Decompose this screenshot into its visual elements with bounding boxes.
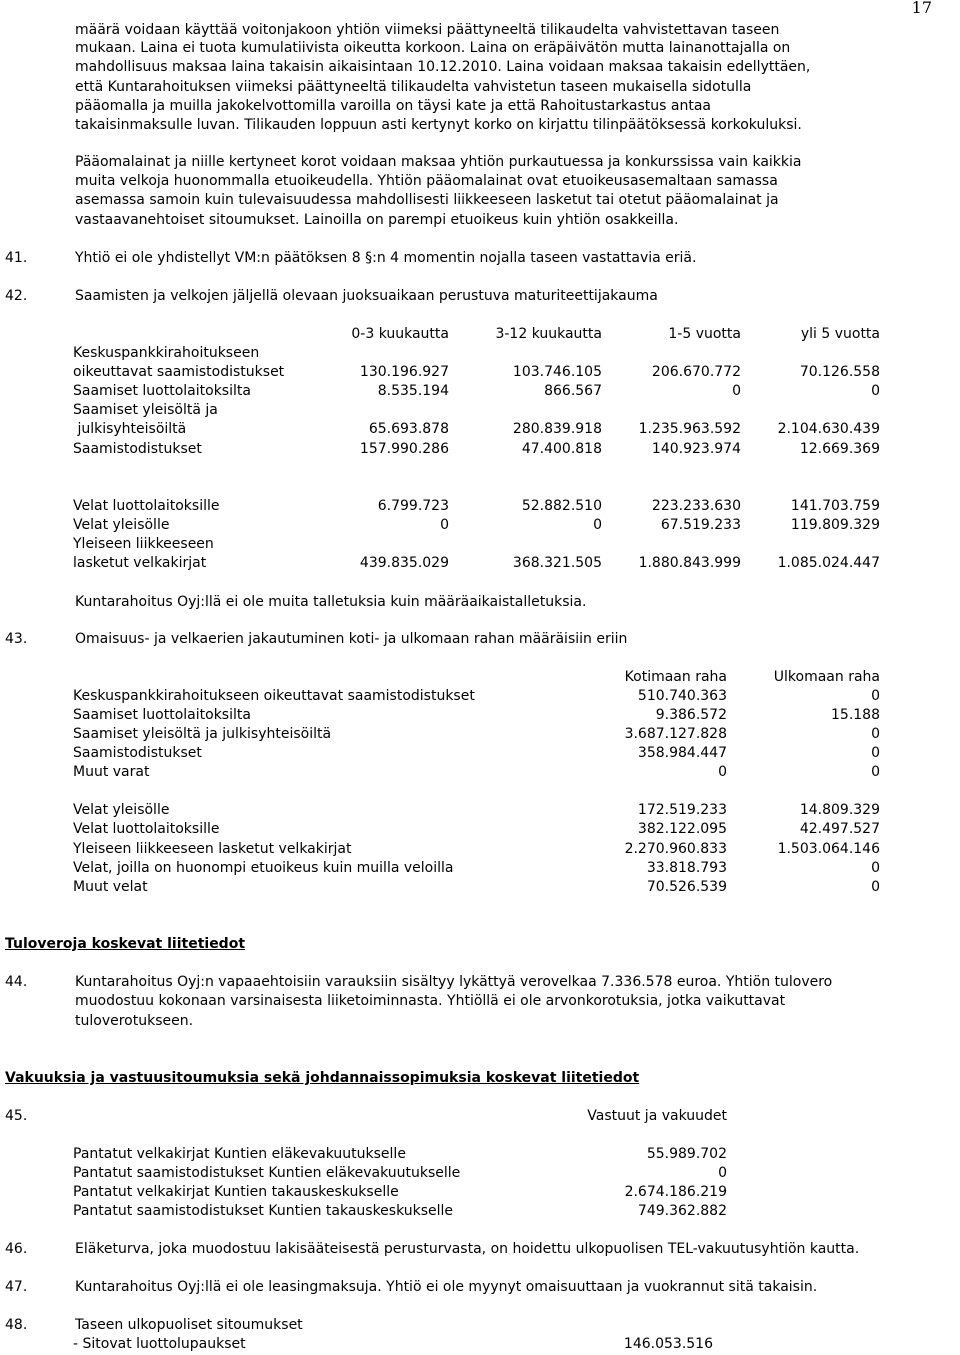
table-cell: 368.321.505 [512,555,602,571]
table-cell: 2.270.960.833 [624,841,727,857]
note-44-line: Kuntarahoitus Oyj:n vapaaehtoisiin varauksiin sisältyy lykättyä verovelkaa 7.336.578 euroa. Yhtiön tulovero [75,974,833,990]
intro-line: mukaan. Laina ei tuota kumulatiivista oikeutta korkoon. Laina on eräpäivätön mutta lainanottajalla on [75,40,791,56]
note-43-title: Omaisuus- ja velkaerien jakautuminen koti- ja ulkomaan rahan määräisiin eriin [75,631,628,647]
col-header: Vastuut ja vakuudet [587,1108,727,1124]
table-cell: 157.990.286 [359,441,449,457]
table-cell: 70.526.539 [646,879,727,895]
table-cell: 130.196.927 [359,364,449,380]
intro-line: pääomalla ja muilla jakokelvottomilla varoilla on täysi kate ja että Rahoitustarkastus antaa [75,98,711,114]
col-header: 0-3 kuukautta [351,326,449,342]
table-cell: 0 [871,726,880,742]
row-label: julkisyhteisöiltä [73,421,187,437]
intro-line: Pääomalainat ja niille kertyneet korot voidaan maksaa yhtiön purkautuessa ja konkurssissa vain kaikkia [75,154,802,170]
note-44-line: tuloverotukseen. [75,1013,194,1029]
table-cell: 510.740.363 [637,688,727,704]
intro-line: muita velkoja huonommalla etuoikeudella. Yhtiön pääomalainat ovat etuoikeusasemaltaan samassa [75,173,778,189]
row-label: Muut varat [73,764,150,780]
row-label: Saamiset luottolaitoksilta [73,383,251,399]
table-cell: 0 [440,517,449,533]
row-label: Saamiset yleisöltä ja julkisyhteisöiltä [73,726,332,742]
row-label: Pantatut saamistodistukset Kuntien eläkevakuutukselle [73,1165,461,1181]
table-cell: 9.386.572 [655,707,727,723]
row-label: Velat yleisölle [73,517,170,533]
table-cell: 439.835.029 [359,555,449,571]
table-cell: 140.923.974 [651,441,741,457]
table-cell: 2.674.186.219 [624,1184,727,1200]
table-cell: 141.703.759 [790,498,880,514]
page-number: 17 [911,0,932,17]
row-label: Yleiseen liikkeeseen [73,536,214,552]
table-cell: 3.687.127.828 [624,726,727,742]
table-cell: 0 [718,1165,727,1181]
table-cell: 0 [871,879,880,895]
note-47-text: Kuntarahoitus Oyj:llä ei ole leasingmaksuja. Yhtiö ei ole myynyt omaisuuttaan ja vuokrannut sitä takaisin. [75,1279,818,1295]
table-cell: 14.809.329 [799,802,880,818]
note-41-number: 41. [5,250,28,266]
table-cell: 8.535.194 [377,383,449,399]
row-label: Pantatut saamistodistukset Kuntien takauskeskukselle [73,1203,454,1219]
intro-line: että Kuntarahoituksen viimeksi päättyneeltä tilikaudelta vahvistetun taseen mukaisella sidotulla [75,79,752,95]
row-label: Yleiseen liikkeeseen lasketut velkakirjat [73,841,352,857]
table-cell: 358.984.447 [637,745,727,761]
note-48-sub-label: - Sitovat luottolupaukset [73,1336,246,1352]
note-44-line: muodostuu kokonaan varsinaisesta liiketoiminnasta. Yhtiöllä ei ole arvonkorotuksia, jotka vaikuttavat [75,993,786,1009]
table-cell: 15.188 [831,707,880,723]
row-label: Saamistodistukset [73,745,202,761]
row-label: Velat, joilla on huonompi etuoikeus kuin muilla veloilla [73,860,454,876]
table-cell: 0 [871,764,880,780]
table-cell: 119.809.329 [790,517,880,533]
row-label: Muut velat [73,879,148,895]
intro-line: määrä voidaan käyttää voitonjakoon yhtiön viimeksi päättyneeltä tilikaudelta vahvistettavan taseen [75,22,780,38]
table-cell: 1.503.064.146 [777,841,880,857]
row-label: oikeuttavat saamistodistukset [73,364,285,380]
note-43-number: 43. [5,631,28,647]
col-header: 3-12 kuukautta [495,326,602,342]
table-cell: 2.104.630.439 [777,421,880,437]
table-cell: 1.085.024.447 [777,555,880,571]
table-cell: 55.989.702 [646,1146,727,1162]
table-cell: 103.746.105 [512,364,602,380]
row-label: Saamiset yleisöltä ja [73,402,218,418]
row-label: Velat luottolaitoksille [73,498,220,514]
table-cell: 0 [718,764,727,780]
table-cell: 0 [871,383,880,399]
note-46-text: Eläketurva, joka muodostuu lakisääteisestä perusturvasta, on hoidettu ulkopuolisen TEL-vakuutusyhtiön kautta. [75,1241,860,1257]
note-46-number: 46. [5,1241,28,1257]
note-48-text: Taseen ulkopuoliset sitoumukset [75,1317,303,1333]
intro-line: vastaavanehtoiset sitoumukset. Lainoilla on parempi etuoikeus kuin yhtiön osakkeilla. [75,212,679,228]
row-label: Keskuspankkirahoitukseen oikeuttavat saamistodistukset [73,688,475,704]
col-header: Kotimaan raha [624,669,727,685]
table-cell: 172.519.233 [637,802,727,818]
note-41-text: Yhtiö ei ole yhdistellyt VM:n päätöksen 8 §:n 4 momentin nojalla taseen vastattavia eriä. [75,250,697,266]
col-header: Ulkomaan raha [773,669,880,685]
note-42-number: 42. [5,288,28,304]
row-label: Pantatut velkakirjat Kuntien takauskeskukselle [73,1184,399,1200]
table-cell: 280.839.918 [512,421,602,437]
note-48-sub-value: 146.053.516 [623,1336,713,1352]
table-cell: 47.400.818 [521,441,602,457]
table-cell: 866.567 [544,383,602,399]
table-cell: 33.818.793 [646,860,727,876]
table-cell: 42.497.527 [799,821,880,837]
col-header: yli 5 vuotta [800,326,880,342]
table-cell: 70.126.558 [799,364,880,380]
row-label: Velat yleisölle [73,802,170,818]
table-cell: 0 [593,517,602,533]
row-label: Pantatut velkakirjat Kuntien eläkevakuutukselle [73,1146,406,1162]
table-cell: 206.670.772 [651,364,741,380]
table-cell: 0 [871,688,880,704]
col-header: 1-5 vuotta [668,326,741,342]
row-label: Keskuspankkirahoitukseen [73,345,260,361]
table-cell: 223.233.630 [651,498,741,514]
table-cell: 12.669.369 [799,441,880,457]
table-cell: 0 [732,383,741,399]
table-cell: 6.799.723 [377,498,449,514]
table-cell: 52.882.510 [521,498,602,514]
note-47-number: 47. [5,1279,28,1295]
section-heading-tax: Tuloveroja koskevat liitetiedot [5,936,246,952]
note-45-number: 45. [5,1108,28,1124]
note-44-number: 44. [5,974,28,990]
table-cell: 1.880.843.999 [638,555,741,571]
row-label: lasketut velkakirjat [73,555,207,571]
intro-line: mahdollisuus maksaa laina takaisin aikaisintaan 10.12.2010. Laina voidaan maksaa takaisin edellyttäen, [75,59,811,75]
row-label: Velat luottolaitoksille [73,821,220,837]
table-cell: 0 [871,860,880,876]
table-cell: 67.519.233 [660,517,741,533]
section-heading-guarantees: Vakuuksia ja vastuusitoumuksia sekä johdannaissopimuksia koskevat liitetiedot [5,1070,640,1086]
intro-line: asemassa samoin kuin tulevaisuudessa mahdollisesti liikkeeseen lasketut tai otetut pääomalainat ja [75,192,779,208]
row-label: Saamistodistukset [73,441,202,457]
note-42-remark: Kuntarahoitus Oyj:llä ei ole muita talletuksia kuin määräaikaistalletuksia. [75,594,587,610]
table-cell: 1.235.963.592 [638,421,741,437]
table-cell: 65.693.878 [368,421,449,437]
row-label: Saamiset luottolaitoksilta [73,707,251,723]
intro-line: takaisinmaksulle luvan. Tilikauden loppuun asti kertynyt korko on kirjattu tilinpäätöksessä korkokuluksi. [75,117,802,133]
table-cell: 382.122.095 [637,821,727,837]
table-cell: 749.362.882 [637,1203,727,1219]
note-42-title: Saamisten ja velkojen jäljellä olevaan juoksuaikaan perustuva maturiteettijakauma [75,288,658,304]
table-cell: 0 [871,745,880,761]
note-48-number: 48. [5,1317,28,1333]
